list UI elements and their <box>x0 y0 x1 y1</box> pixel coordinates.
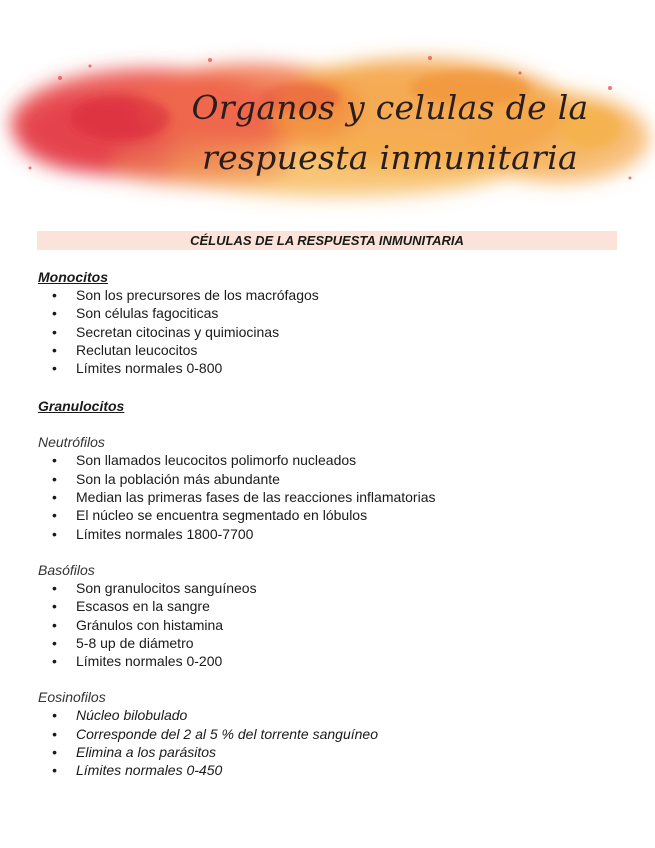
list-item: • Núcleo bilobulado <box>76 706 638 724</box>
list-item: • Límites normales 0-450 <box>76 761 638 779</box>
list-item: • Límites normales 0-200 <box>76 652 638 670</box>
list-item: • Límites normales 0-800 <box>76 359 638 377</box>
list-item: • Corresponde del 2 al 5 % del torrente sanguíneo <box>76 725 638 743</box>
granulocitos-title: Granulocitos <box>38 398 125 415</box>
neutrofilos-list <box>38 451 638 542</box>
basofilos-list <box>38 579 638 670</box>
list-item: • Escasos en la sangre <box>76 597 638 615</box>
list-item: • Son la población más abundante <box>76 470 638 488</box>
list-item: • Son células fagociticas <box>76 304 638 322</box>
header-banner <box>0 18 655 218</box>
list-item: • Límites normales 1800-7700 <box>76 525 638 543</box>
list-item: • Gránulos con histamina <box>76 616 638 634</box>
eosinofilos-list <box>38 706 638 779</box>
list-item: • Son llamados leucocitos polimorfo nucleados <box>76 451 638 469</box>
list-item: • Elimina a los parásitos <box>76 743 638 761</box>
list-item: • Median las primeras fases de las reacciones inflamatorias <box>76 488 638 506</box>
basofilos-title: Basófilos <box>38 561 95 578</box>
section-title: CÉLULAS DE LA RESPUESTA INMUNITARIA <box>37 231 617 250</box>
document-body <box>38 268 638 780</box>
list-item: • Reclutan leucocitos <box>76 341 638 359</box>
neutrofilos-title: Neutrófilos <box>38 434 105 451</box>
list-item: • Son granulocitos sanguíneos <box>76 579 638 597</box>
banner-title-line1: Organos y celulas de la <box>191 88 589 127</box>
eosinofilos-title: Eosinofilos <box>38 689 106 706</box>
list-item: • Son los precursores de los macrófagos <box>76 286 638 304</box>
banner-title-line2: respuesta inmunitaria <box>202 138 578 177</box>
monocitos-list <box>38 286 638 377</box>
monocitos-title: Monocitos <box>38 269 108 285</box>
list-item: • El núcleo se encuentra segmentado en lóbulos <box>76 506 638 524</box>
list-item: • Secretan citocinas y quimiocinas <box>76 323 638 341</box>
list-item: • 5-8 up de diámetro <box>76 634 638 652</box>
